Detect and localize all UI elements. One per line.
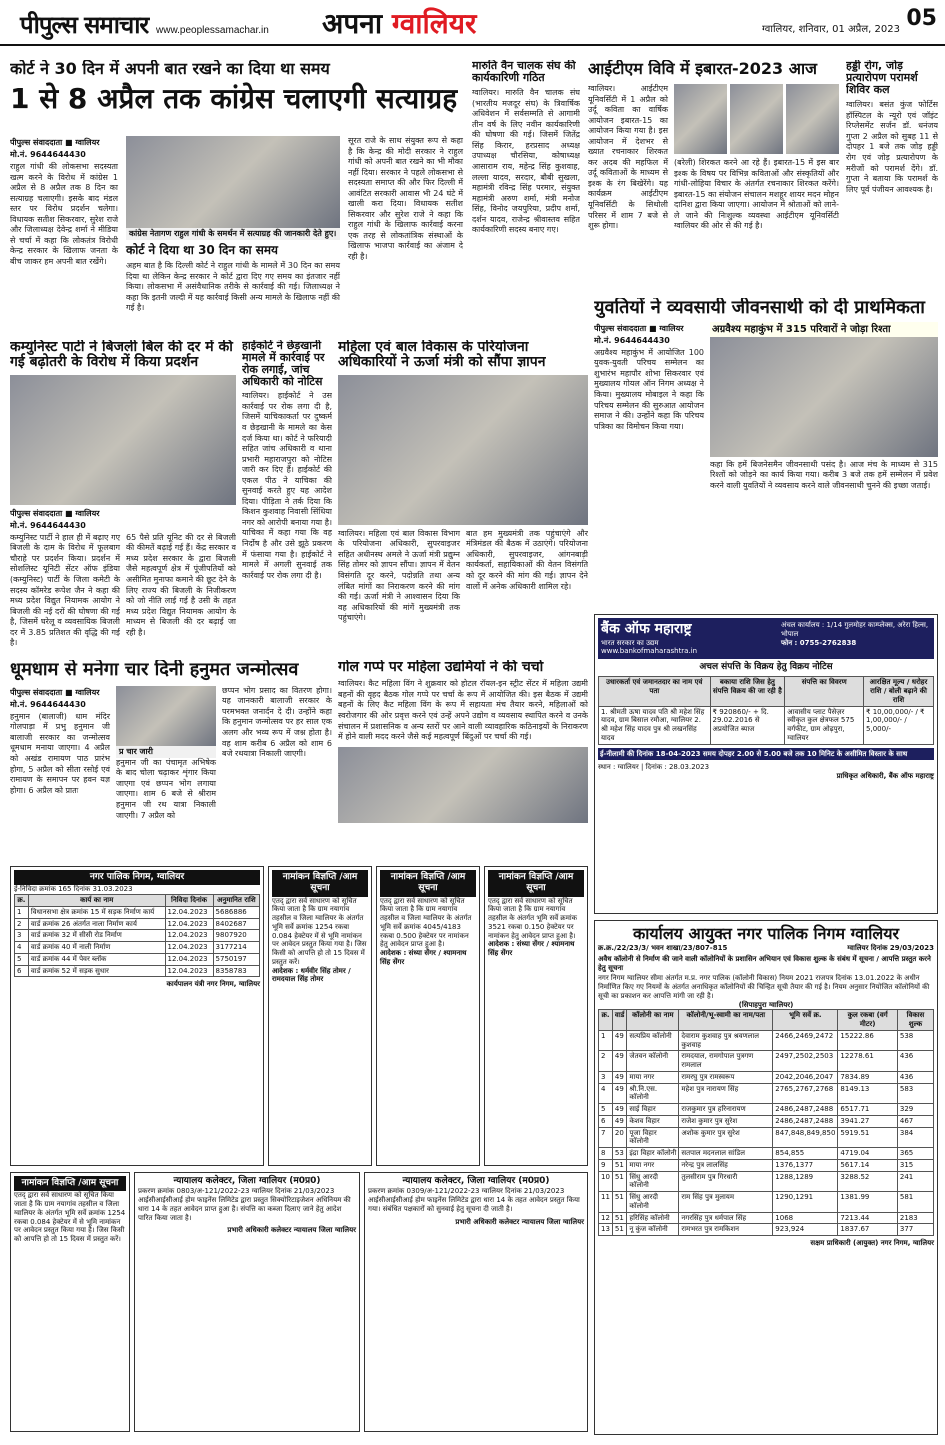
table-cell: 2 (15, 918, 29, 930)
table-cell: 538 (897, 1030, 933, 1051)
kicker: कोर्ट ने 30 दिन में अपनी बात रखने का दिया था समय (10, 60, 330, 78)
table-cell: 12.04.2023 (165, 918, 213, 930)
table-cell: 12.04.2023 (165, 965, 213, 977)
women-story (338, 340, 588, 650)
hc-story (242, 340, 332, 650)
bank-sub: भारत सरकार का उद्यम (601, 638, 659, 647)
headline: गोल गप्पे पर महिला उद्यमियों ने की चर्चा (338, 660, 544, 675)
subbody: अहम बात है कि दिल्ली कोर्ट ने राहुल गांधी के मामले में 30 दिन का समय दिया था लेकिन केन्द्र सरकार ने कोर्ट द्वारा दिए गए समय का इंतजार नहीं किया। लोकसभा में असंवैधानिक तरीके से कार्रवाई की गई। जिलाध्यक्ष ने कहा कि इतनी जल्दी में यह कार्रवाई किसी अन्य मामले के खिलाफ नहीं की गई है। (126, 261, 340, 313)
col-header: निविदा दिनांक (165, 895, 213, 907)
masthead (0, 0, 945, 46)
table-cell: 3941.27 (838, 1115, 897, 1127)
table-row (599, 1115, 934, 1127)
col-header: क्र. (599, 1010, 613, 1031)
table-cell: रामरघु पुत्र रामस्वरूप (679, 1071, 773, 1083)
notice-sub: (सिपाहपुरा ग्वालियर) (738, 1000, 794, 1009)
tender-notice-2 (376, 866, 480, 1166)
table-cell: 6517.71 (838, 1104, 897, 1116)
byline: पीपुल्स संवाददाता ■ ग्वालियर (10, 508, 100, 518)
body: ग्वालियर। आईटीएम यूनिवर्सिटी में 1 अप्रैल को उर्दू कविता का वार्षिक आयोजन इबारत-15 का आयोजन किया गया है। इस आयोजन में देशभर से ख्यात रचनाकार शिरकत कर अदब की महफिल में उर्दू कविताओं के माध्यम से इश्क के रंग बिखेरेंगे। यह कार्यक्रम आईटीएम यूनिवर्सिटी के सिथोली परिसर में शाम 7 बजे से शुरू होगा। (588, 84, 668, 231)
notice-ref: क्र.क्र./22/23/3/ भवन शाखा/23/807-815 (598, 944, 728, 952)
officer: प्राधिकृत अधिकारी, बैंक ऑफ महाराष्ट्र (836, 772, 934, 780)
table-row (599, 1212, 934, 1224)
col-header: विकास शुल्क (897, 1010, 933, 1031)
temple-photo (116, 686, 216, 746)
body: कम्युनिस्ट पार्टी ने हाल ही में बढ़ाए गए बिजली के दाम के विरोध में फूलबाग चौराहे पर प्रदर्शन किया। प्रदर्शन में सोशलिस्ट यूनिटी सेंटर ऑफ इंडिया (कम्युनिस्ट) पार्टी के जिला कमेटी के सदस्य कॉमरेड रूपेश जैन ने कहा की मध्य प्रदेश विद्युत नियामक आयोग ने बिजली की नई दरों की घोषणा की गई है, जिसमें घरेलू व व्यवसायिक बिजली दर में 3.85 प्रतिशत की वृद्धि की गई है। (10, 532, 120, 648)
notice-sign: प्रभारी अधिकारी कलेक्टर न्यायालय जिला ग्वालियर (455, 1217, 584, 1226)
tender-title: नगर पालिक निगम, ग्वालियर (14, 870, 260, 885)
table-cell: 2486,2487,2488 (773, 1115, 838, 1127)
phone: मो.नं. 9644644430 (10, 520, 86, 530)
col-header: अनुमानित राशि (213, 895, 259, 907)
table-cell: इंद्रा विहार कॉलोनी (627, 1148, 679, 1160)
place-date: स्थान : ग्वालियर | दिनांक : 28.03.2023 (598, 763, 710, 772)
table-cell: 53 (612, 1148, 626, 1160)
borrower-cell: 1. श्रीमती ऊषा यादव पति श्री महेश सिंह यादव, ग्राम बिसाल रमौआ, ग्वालियर 2. श्री महेश सिंह यादव पुत्र श्री लखनसिंह यादव (599, 706, 711, 744)
body: हनुमान (बालाजी) धाम मंदिर गोलपाड़ा में प्रभु हनुमान जी बालाजी सरकार का जन्मोत्सव धूमधाम मनाया जाएगा। 4 अप्रैल को अखंड रामायण पाठ प्रारंभ होगा, 5 अप्रैल को सीता रसोई एवं रामायण के समापन पर हवन यज्ञ होगा। 6 अप्रैल को प्रातः (10, 711, 110, 795)
meeting-photo (338, 747, 588, 823)
table-cell: महेश पुत्र नारायण सिंह (679, 1083, 773, 1104)
table-cell: 49 (612, 1030, 626, 1051)
table-cell: 436 (897, 1051, 933, 1072)
col-header: बकाया राशि जिस हेतु संपत्ति विक्रय की जा रही है (710, 677, 785, 706)
col-header: उधारकर्ता एवं जमानतदार का नाम एवं पता (599, 677, 711, 706)
subhead: कोर्ट ने दिया था 30 दिन का समय (126, 243, 279, 257)
col-header: संपत्ति का विवरण (785, 677, 864, 706)
table-cell: नरेन्द्र पुत्र लालसिंह (679, 1159, 773, 1171)
table-cell: 581 (897, 1192, 933, 1213)
tender-notice-3 (484, 866, 588, 1166)
body-col2: (बरेली) शिरकत करने आ रहे हैं। इबारत-15 में इस बार इश्क के विषय पर विभिन्न कविताओं और संस्कृतियों और गांधी-लोहिया विचार के अंतर्गत रचनाकार शिरकत करेंगे। इबारत-15 का संयोजन संचालन मशहूर शायर मदन मोहन दानिश द्वारा किया जाएगा। आयोजन में श्रोताओं को लाने-ले जाने की निःशुल्क व्यवस्था आईटीएम यूनिवर्सिटी ग्वालियर की ओर से की गई है। (674, 158, 839, 231)
tender-title: नामांकन विज्ञप्ति /आम सूचना (380, 870, 476, 897)
table-cell: 1837.67 (838, 1224, 897, 1236)
phone: मो.नं. 9644644430 (594, 335, 670, 345)
table-cell: श्री.नि.एस. कॉलोनी (627, 1083, 679, 1104)
notice-body: प्रकरण क्रमांक 0803/अ-121/2022-23 ग्वालियर दिनांक 21/03/2023 आईसीआईसीआई होम फाइनेंस लिमिटेड द्वारा प्रस्तुत सिक्योरिटाइजेशन अधिनियम की धारा 14 के तहत आवेदन प्राप्त हुआ है। संपत्ति का कब्जा दिलाए जाने हेतु आदेश पारित किया जाता है। (138, 1187, 351, 1222)
bank-phone: फोन : 0755-2762838 (781, 638, 857, 647)
event-photo (710, 337, 938, 457)
table-cell: 2497,2502,2503 (773, 1051, 838, 1072)
table-cell: माया नगर (627, 1159, 679, 1171)
bank-header (598, 618, 934, 659)
body: ग्वालियर। मारुति वैन चालक संघ (भारतीय मजदूर संघ) के त्रिवार्षिक अधिवेशन में सर्वसम्मति से आगामी तीन वर्ष के लिए नवीन कार्यकारिणी की घोषणा की गई। जिसमें जितेंद्र सिंह किरार, हरप्रसाद अध्यक्ष उपाध्यक्ष चौरसिया, कोषाध्यक्ष आसाराम राय, महेन्द्र सिंह कुशवाह, लल्ला यादव, सरदार, बौबी सुखला, महामंत्री रविन्द्र सिंह परमार, संयुक्त महामंत्री अरुण शर्मा, मंत्री मनोज सिंह, विनोद जयपुरिया, प्रदीप शर्मा, दर्शन यादव, राजेन्द्र श्रीवास्तव सहित कार्यकारिणी सदस्य बनाए गए। (472, 88, 580, 235)
auction-date: ई-नीलामी की दिनांक 18-04-2023 समय दोपहर 2.00 से 5.00 बजे तक 10 मिनिट के असीमित विस्तार के साथ (598, 748, 934, 761)
table-cell: राजेश कुमार पुत्र सुरेश (679, 1115, 773, 1127)
notice-body: प्रकरण क्रमांक 0309/अ-121/2022-23 ग्वालियर दिनांक 21/03/2023 आईसीआईसीआई होम फाइनेंस लिमिटेड द्वारा धारा 14 के तहत आवेदन प्रस्तुत किया गया। संबंधित पक्षकारों को सुनवाई हेतु सूचना दी जाती है। (368, 1187, 580, 1213)
notice-intro: अवैध कॉलोनी से निर्माण की जाने वाली कॉलोनियों के प्रशासिन अभियान एवं विकास शुल्क के संबंध में सूचना / आपत्ति प्रस्तुत करने हेतु सूचना (598, 954, 931, 972)
table-row (15, 918, 260, 930)
table-cell: 11 (599, 1192, 613, 1213)
table-cell: 51 (612, 1192, 626, 1213)
headline: कम्युनिस्ट पार्टी ने बिजली बिल की दर में की गई बढ़ोतरी के विरोध में किया प्रदर्शन (10, 340, 233, 371)
table-cell: 7834.89 (838, 1071, 897, 1083)
banner-black: अपना (322, 7, 383, 40)
matrimony-story (594, 298, 938, 608)
tender-title: नामांकन विज्ञप्ति /आम सूचना (14, 1176, 126, 1191)
table-row (599, 1071, 934, 1083)
table-cell: 5919.51 (838, 1127, 897, 1148)
table-cell: 51 (612, 1171, 626, 1192)
page-number: 05 (906, 6, 937, 31)
table-row (599, 1148, 934, 1160)
table-cell: 12.04.2023 (165, 906, 213, 918)
body-col3: छप्पन भोग प्रसाद का वितरण होगा। यह जानकारी बालाजी सरकार के परमभक्त जनार्दन दे दी। उन्होंने कहा कि हनुमान जन्मोत्सव पर हर साल एक अलग और भव्य रूप में जश्न होता है। वह शाम करीब 6 अप्रैल को शाम 6 बजे रथयात्रा निकाली जाएगी। (222, 685, 332, 759)
col-header: कार्य का नाम (28, 895, 165, 907)
table-row (599, 1083, 934, 1104)
table-cell: रामभरत पुत्र रामकिशन (679, 1224, 773, 1236)
col-header: कुल रकबा (वर्ग मीटर) (838, 1010, 897, 1031)
table-cell: 49 (612, 1104, 626, 1116)
table-cell: जेतवन कॉलोनी (627, 1051, 679, 1072)
table-cell: 51 (612, 1212, 626, 1224)
bank-name: बैंक ऑफ महाराष्ट्र (601, 621, 692, 637)
iitm-story (588, 60, 840, 290)
newspaper-logo[interactable]: पीपुल्स समाचार (20, 11, 149, 39)
col-header: भूमि सर्वे क्र. (773, 1010, 838, 1031)
table-cell: पूजा विहार कॉलोनी (627, 1127, 679, 1148)
table-cell: 12.04.2023 (165, 953, 213, 965)
bank-table (598, 676, 934, 744)
table-cell: 2466,2469,2472 (773, 1030, 838, 1051)
headline: हाईकोर्ट ने छेड़खानी मामले में कार्रवाई पर रोक लगाई, जांच अधिकारी को नोटिस (242, 340, 325, 389)
table-cell: 1290,1291 (773, 1192, 838, 1213)
bank-office: अंचल कार्यालय : 1/14 गुलमोहर काम्प्लेक्स, अरेरा हिल्स, भोपाल (781, 621, 929, 638)
website-url[interactable]: www.peoplessamachar.in (156, 25, 269, 36)
table-row (599, 1192, 934, 1213)
table-cell: 9807920 (213, 930, 259, 942)
notice-title: अचल संपत्ति के विक्रय हेतु विक्रय नोटिस (699, 662, 833, 672)
table-cell: 5686886 (213, 906, 259, 918)
colony-table (598, 1009, 934, 1236)
poet-photo (730, 84, 783, 154)
hanuman-story (10, 660, 332, 860)
table-cell: राजकुमार पुत्र हरिनारायण (679, 1104, 773, 1116)
table-cell: सिंधु आरदी कॉलोनी (627, 1192, 679, 1213)
table-row (599, 1030, 934, 1051)
headline: धूमधाम से मनेगा चार दिनी हनुमत जन्मोत्सव (10, 660, 299, 680)
body-col2: बात हम मुख्यमंत्री तक पहुंचाएंगे और मंत्रिमंडल की बैठक में उठाएंगे। परियोजना अधिकारी, सुपरवाइजर, आंगनबाड़ी कार्यकर्ता, सहायिकाओं की वेतन विसंगति को दूर करने की मांग की गई। ज्ञापन देने वालों में अनेक अधिकारी शामिल रहे। (466, 528, 588, 591)
table-cell: 4 (15, 942, 29, 954)
table-cell: वार्ड क्रमांक 52 में सड़क सुधार (28, 965, 165, 977)
table-row (599, 1051, 934, 1072)
headline: 1 से 8 अप्रैल तक कांग्रेस चलाएगी सत्याग्रह (10, 81, 458, 115)
tender-title: नामांकन विज्ञप्ति /आम सूचना (488, 870, 584, 897)
body-col3: सूरत राजे के साथ संयुक्त रूप से कहा है कि केन्द्र की मोदी सरकार ने राहुल गांधी को अपनी बात रखने का भी मौका नहीं दिया। सरकार ने पहले लोकसभा से सदस्यता समाप्त की और फिर दिल्ली में आवंटित सरकारी आवास भी 24 घंटे में खाली करा दिया। विधायक सतीश सिकरवार और सुरेश राजे ने कहा कि राहुल गांधी के खिलाफ कार्रवाई करना एक तरह से लोकतांत्रिक संस्थाओं के खिलाफ भाजपा कार्रवाई का अंजाम दे रही है। (348, 136, 463, 262)
tender-body: एतद् द्वारा सर्व साधारण को सूचित किया जाता है कि ग्राम नयागांव तहसील व जिला ग्वालियर के अंतर्गत भूमि सर्वे क्रमांक 1254 रकबा 0.084 हेक्टेयर में से भूमि नामांकन पर आवेदन प्रस्तुत किया गया है। जिस किसी को आपत्ति हो तो 15 दिवस में प्रस्तुत करें। (272, 896, 367, 966)
poet-photos (674, 84, 839, 154)
notice-title: कार्यालय आयुक्त नगर पालिक निगम ग्वालियर (632, 924, 900, 943)
body: ग्वालियर। बसंत कुंज फोर्टिस हॉस्पिटल के न्यूरो एवं जॉइंट रिप्लेसमेंट सर्जन डॉ. धनंजय गुप्ता 2 अप्रैल को सुबह 11 से दोपहर 1 बजे तक जोड़ हड्डी रोग एवं जोड़ प्रत्यारोपण के मरीजों को परामर्श देंगे। डॉ. गुप्ता ने बताया कि परामर्श के लिए पूर्व पंजीयन आवश्यक है। (846, 100, 938, 194)
notice-title: न्यायालय कलेक्टर, जिला ग्वालियर (म0प्र0) (402, 1176, 550, 1186)
tender-ref: ई-निविदा क्रमांक 165 दिनांक 31.03.2023 (14, 885, 133, 894)
table-cell: 5750197 (213, 953, 259, 965)
table-cell: 1 (15, 906, 29, 918)
col-header: वार्ड (612, 1010, 626, 1031)
table-cell: 49 (612, 1071, 626, 1083)
tender-sign: आदेशक : धर्मवीर सिंह तोमर / रामदयाल सिंह तोमर (272, 966, 351, 984)
table-cell: 20 (612, 1127, 626, 1148)
table-cell: 12.04.2023 (165, 942, 213, 954)
headline: हड्डी रोग, जोड़ प्रत्यारोपण परामर्श शिविर कल (846, 60, 918, 97)
table-cell: सत्यप्रिय कॉलोनी (627, 1030, 679, 1051)
table-cell: तुलसीराम पुत्र गिरधारी (679, 1171, 773, 1192)
tender-body: एतद् द्वारा सर्व साधारण को सूचित किया जाता है कि ग्राम नयागांव तहसील के अंतर्गत भूमि सर्वे क्रमांक 3521 रकबा 0.150 हेक्टेयर पर नामांकन हेतु आवेदन प्राप्त हुआ है। (488, 896, 578, 940)
col-header: आरक्षित मूल्य / धरोहर राशि / बोली बढ़ाने की राशि (864, 677, 934, 706)
poet-photo (674, 84, 727, 154)
table-cell: 2765,2767,2768 (773, 1083, 838, 1104)
table-cell: साई विहार (627, 1104, 679, 1116)
table-cell: वार्ड क्रमांक 26 अंतर्गत नाला निर्माण कार्य (28, 918, 165, 930)
dateline: ग्वालियर, शनिवार, 01 अप्रैल, 2023 (762, 24, 900, 35)
tender-table (14, 894, 260, 977)
table-row (599, 1159, 934, 1171)
table-cell: 12278.61 (838, 1051, 897, 1072)
table-cell: वार्ड क्रमांक 32 में सीसी रोड निर्माण (28, 930, 165, 942)
headline: आईटीएम विवि में इबारत-2023 आज (588, 60, 817, 78)
col-header: कॉलोनी का नाम (627, 1010, 679, 1031)
table-cell: रामदयाल, रामगोपाल पुत्रगण रामलाल (679, 1051, 773, 1072)
table-cell: 436 (897, 1071, 933, 1083)
table-cell: 3 (599, 1071, 613, 1083)
golgappe-story (338, 660, 588, 860)
table-cell: 2183 (897, 1212, 933, 1224)
table-cell: 12.04.2023 (165, 930, 213, 942)
table-row (599, 1104, 934, 1116)
table-cell: अशोक कुमार पुत्र सुरेश (679, 1127, 773, 1148)
table-cell: 1376,1377 (773, 1159, 838, 1171)
table-cell: 8402687 (213, 918, 259, 930)
tender-sign: आदेशक : संध्या सेंगर / श्यामनाथ सिंह सेंगर (380, 949, 467, 966)
body-col2: कहा कि हमें बिजनेसमैन जीवनसाथी पसंद है। आज मंच के माध्यम से 315 रिश्तों को जोड़ने का कार्य किया गया। करीब 3 बजे तक हमें सम्मेलन में प्रवेश करने वाली युवतियों ने व्यवसाय करने वाले जीवनसाथी चुनने की इच्छा जताई। (710, 459, 938, 490)
dues-cell: ₹ 920860/- + दि. 29.02.2016 से अप्रयोजित ब्याज (710, 706, 785, 744)
table-cell: देवाराम कुशवाह पुत्र श्रवणलाल कुशवाह (679, 1030, 773, 1051)
table-cell: 13 (599, 1224, 613, 1236)
nnigam-notice (594, 920, 938, 1435)
table-cell: 8358783 (213, 965, 259, 977)
table-cell: 7213.44 (838, 1212, 897, 1224)
protest-photo (10, 375, 236, 505)
collector-notice-1 (134, 1172, 360, 1432)
table-row (15, 965, 260, 977)
table-row (599, 1127, 934, 1148)
body-col2: 65 पैसे प्रति यूनिट की दर से बिजली की कीमतें बढ़ाई गई हैं। केंद्र सरकार व मध्य प्रदेश सरकार के द्वारा बिजली जैसे महत्वपूर्ण क्षेत्र में पूंजीपतियों को असीमित मुनाफा कमाने की छूट देने के लिए राज्य की बिजली के निजीकरण को जो नीति लाई गई है उसी के तहत मध्य प्रदेश विद्युत नियामक आयोग के माध्यम से बिजली की दर बढ़ाई जा रही है। (126, 532, 236, 637)
byline: पीपुल्स संवाददाता ■ ग्वालियर (594, 323, 684, 333)
photo-title: अग्रवैश्य महाकुंभ में 315 परिवारों ने जोड़ा रिश्ता (710, 322, 938, 337)
table-cell: 12 (599, 1212, 613, 1224)
table-cell: 15222.86 (838, 1030, 897, 1051)
table-cell: 49 (612, 1115, 626, 1127)
phone: मो.नं. 9644644430 (10, 150, 86, 159)
collector-notice-2 (364, 1172, 588, 1432)
table-cell: 1381.99 (838, 1192, 897, 1213)
phone: मो.नं. 9644644430 (10, 699, 86, 709)
body: राहुल गांधी की लोकसभा सदस्यता खत्म करने के विरोध में कांग्रेस 1 अप्रैल से 8 अप्रैल तक 8 दिन का सत्याग्रह चलाएगी। इसके बाद मंडल स्तर पर विरोध प्रदर्शन चलेगा। विधायक सतीश सिकरवार, सुरेश राजे और जिलाध्यक्ष देवेन्द्र शर्मा ने मीडिया से चर्चा में कहा कि लोकतंत्र विरोधी केन्द्र सरकार के खिलाफ जनता के बीच जाकर हम अपनी बात रखेंगे। (10, 162, 118, 266)
table-cell: 2486,2487,2488 (773, 1104, 838, 1116)
table-cell: 3288.52 (838, 1171, 897, 1192)
table-cell: माया नगर (627, 1071, 679, 1083)
body: अग्रवैश्य महाकुंभ में आयोजित 100 युवक-युवती परिचय सम्मेलन का शुभारंभ महापौर शोभा सिकरवार एवं मुख्यालय गोयल ऑन निगम अध्यक्ष ने किया। मुख्यालय मोबाइल ने कहा कि परिचय सम्मेलन की सुरुआत आयोजन समाज ने की। उन्होंने कहा कि परिचय पत्रिका का विमोचन किया गया। (594, 347, 704, 431)
table-cell: वार्ड क्रमांक 44 में पेवर ब्लॉक (28, 953, 165, 965)
col-header: कॉलोनी/भू-स्वामी का नाम/पता (679, 1010, 773, 1031)
table-cell: 9 (599, 1159, 613, 1171)
poet-photo (786, 84, 839, 154)
table-cell: 10 (599, 1171, 613, 1192)
camp-story (846, 60, 938, 290)
table-cell: विधानसभा क्षेत्र क्रमांक 15 में सड़क निर्माण कार्य (28, 906, 165, 918)
table-cell: सिंधु आरदी कॉलोनी (627, 1171, 679, 1192)
table-cell: 1068 (773, 1212, 838, 1224)
notice-sign: सक्षम प्राधिकारी (आयुक्त) नगर निगम, ग्वालियर (810, 1239, 934, 1247)
notice-body: नगर निगम ग्वालियर सीमा अंतर्गत म.प्र. नगर पालिक (कॉलोनी विकास) नियम 2021 राजपत्र दिनांक 13.01.2022 के अधीन निर्माणित किए गए नियमों के अंतर्गत अनाधिकृत कॉलोनियों की चिन्हित सूची तैयार की गई है। नियम अनुसार नियोजित कॉलोनियों की सूची का प्रकाशन कर आपत्ति मांगी जा रही है। (598, 974, 930, 1000)
table-cell: 384 (897, 1127, 933, 1148)
table-cell: 583 (897, 1083, 933, 1104)
congress-story (10, 60, 465, 330)
tender-title: नामांकन विज्ञप्ति /आम सूचना (272, 870, 368, 897)
table-row (15, 930, 260, 942)
table-cell: 467 (897, 1115, 933, 1127)
headline: महिला एवं बाल विकास के परियोजना अधिकारियों ने ऊर्जा मंत्री को सौंपा ज्ञापन (338, 340, 546, 371)
table-cell: 4719.04 (838, 1148, 897, 1160)
tender-notice-1 (268, 866, 372, 1166)
col-header: क्र. (15, 895, 29, 907)
property-cell: आवासीय प्लाट पैसेज़र स्वीकृत कुल क्षेत्रफल 575 वर्गफीट, ग्राम ओढ़पुरा, ग्वालियर (785, 706, 864, 744)
table-cell: 8 (599, 1148, 613, 1160)
memorandum-photo (338, 375, 588, 525)
tender-sign: आदेशक : संध्या सेंगर / श्यामनाथ सिंह सेंगर (488, 940, 575, 957)
table-cell: 923,924 (773, 1224, 838, 1236)
headline: मारुति वैन चालक संघ की कार्यकारिणी गठित (472, 60, 576, 85)
table-cell: 847,848,849,850 (773, 1127, 838, 1148)
table-cell: हरिसिंह कॉलोनी (627, 1212, 679, 1224)
banner-red: ग्वालियर (391, 7, 477, 40)
table-cell: 329 (897, 1104, 933, 1116)
photo-caption: प्र चार जारी (116, 746, 216, 758)
table-cell: 1 (599, 1030, 613, 1051)
table-cell: 5617.14 (838, 1159, 897, 1171)
table-cell: 365 (897, 1148, 933, 1160)
table-cell: 854,855 (773, 1148, 838, 1160)
maruti-story (472, 60, 580, 330)
headline: युवतियों ने व्यवसायी जीवनसाथी को दी प्राथमिकता (594, 298, 925, 318)
table-row (599, 1224, 934, 1236)
body: ग्वालियर। हाईकोर्ट ने उस कार्रवाई पर रोक लगा दी है, जिसमें याचिकाकर्ता पर दुष्कर्म व छेड़खानी के मामले का केस दर्ज किया था। कोर्ट ने फरियादी सहित जांच अधिकारी व थाना प्रभारी महाराजपुरा को नोटिस जारी कर दिए हैं। हाईकोर्ट की एकल पीठ ने याचिका की सुनवाई करते हुए यह आदेश दिया। पीड़िता ने तर्क दिया कि किशन कुशवाह निवासी सिंधिया नगर को आरोपी बनाया गया है। याचिका में कहा गया कि वह निर्दोष है और उसे झूठे प्रकरण में फंसाया गया है। हाईकोर्ट ने मामले में अगली सुनवाई तक कार्रवाई पर रोक लगा दी है। (242, 391, 332, 580)
bank-site[interactable]: www.bankofmaharashtra.in (601, 647, 698, 656)
notice-date: ग्वालियर दिनांक 29/03/2023 (847, 944, 934, 952)
tender-body: एतद् द्वारा सर्व साधारण को सूचित किया जाता है कि ग्राम नयागांव तहसील व जिला ग्वालियर के अंतर्गत भूमि सर्वे क्रमांक 1254 रकबा 0.084 हेक्टेयर में से भूमि नामांकन पर आवेदन प्रस्तुत किया गया है। जिस किसी को आपत्ति हो तो 15 दिवस में प्रस्तुत करें। (14, 1191, 126, 1243)
table-cell: 4 (599, 1083, 613, 1104)
table-cell: वार्ड क्रमांक 40 में नाली निर्माण (28, 942, 165, 954)
byline: पीपुल्स संवाददाता ■ ग्वालियर (10, 138, 100, 147)
table-cell: 2042,2046,2047 (773, 1071, 838, 1083)
nomination-notice (10, 1172, 130, 1432)
cpi-story (10, 340, 236, 650)
reserve-cell: ₹ 10,00,000/- / ₹ 1,00,000/- / 5,000/- (864, 706, 934, 744)
table-cell: 51 (612, 1224, 626, 1236)
table-cell: 8149.13 (838, 1083, 897, 1104)
table-cell: राम सिंह पुत्र मुलायम (679, 1192, 773, 1213)
meeting-photo (126, 136, 340, 228)
notice-title: न्यायालय कलेक्टर, जिला ग्वालियर (म0प्र0) (173, 1176, 321, 1186)
table-cell: सतपाल मदनलाल सांडिल (679, 1148, 773, 1160)
table-cell: 51 (612, 1159, 626, 1171)
table-cell: 7 (599, 1127, 613, 1148)
table-cell: 241 (897, 1171, 933, 1192)
table-cell: 5 (15, 953, 29, 965)
table-cell: 3 (15, 930, 29, 942)
table-row (15, 953, 260, 965)
table-row (15, 942, 260, 954)
table-cell: 6 (599, 1115, 613, 1127)
section-banner (322, 4, 476, 42)
table-cell: केशव विहार (627, 1115, 679, 1127)
tender-body: एतद् द्वारा सर्व साधारण को सूचित किया जाता है कि ग्राम नयागांव तहसील व जिला ग्वालियर के अंतर्गत भूमि सर्वे क्रमांक 4045/4183 रकबा 0.500 हेक्टेयर पर नामांकन हेतु आवेदन प्राप्त हुआ है। (380, 896, 472, 949)
table-cell: 1288,1289 (773, 1171, 838, 1192)
table-cell: 2 (599, 1051, 613, 1072)
table-cell: 377 (897, 1224, 933, 1236)
table-cell: 3177214 (213, 942, 259, 954)
table-cell: 5 (599, 1104, 613, 1116)
body: ग्वालियर। महिला एवं बाल विकास विभाग के परियोजना अधिकारी, सुपरवाइजर सहित अधीनस्थ अमले ने ऊर्जा मंत्री प्रद्युम्न सिंह तोमर को ज्ञापन सौंपा। ज्ञापन में वेतन विसंगति दूर करने, पदोन्नति तथा अन्य लंबित मांगों का निराकरण करने की मांग की गई। ऊर्जा मंत्री ने आश्वासन दिया कि वह अधिकारियों की मांगें मुख्यमंत्री तक पहुंचाएंगे। (338, 528, 460, 623)
photo-caption: कांग्रेस नेतागण राहुल गांधी के समर्थन में सत्याग्रह की जानकारी देते हुए। (126, 228, 340, 240)
notice-sign: प्रभारी अधिकारी कलेक्टर न्यायालय जिला ग्वालियर (227, 1226, 356, 1235)
table-row (15, 906, 260, 918)
table-cell: 315 (897, 1159, 933, 1171)
tender-sign: कार्यपालन यंत्री नगर निगम, ग्वालियर (166, 980, 260, 989)
table-cell: 49 (612, 1051, 626, 1072)
table-cell: 6 (15, 965, 29, 977)
body: ग्वालियर। कैट महिला विंग ने शुक्रवार को होटल रॉयल-इन स्ट्रीट सेंटर में महिला उद्यमी बहनों की वृहद बैठक गोल गप्पे पर चर्चा के रूप में आयोजित की। इस बैठक में उद्यमी बहनों के लिए कैट महिला विंग के रूप में सहायता मंच तैयार करने, महिलाओं को स्वरोजगार की ओर प्रवृत्त करने एवं उन्हें अपने उद्योग व व्यवसाय स्थापित करने व उनके संचालन में प्रशासनिक व अन्य स्तरों पर आने वाली व्यावहारिक कठिनाइयों के निराकरण में होने वाली मदद करने जैसे कई महत्वपूर्ण बिंदुओं पर चर्चा की गई। (338, 679, 588, 742)
table-cell: 49 (612, 1083, 626, 1104)
nagar-tender (10, 866, 264, 1166)
bank-notice (594, 614, 938, 914)
byline: पीपुल्स संवाददाता ■ ग्वालियर (10, 687, 100, 697)
table-cell: नू कुंज कॉलोनी (627, 1224, 679, 1236)
table-row (599, 1171, 934, 1192)
table-cell: नगरसिंह पुत्र धर्मपाल सिंह (679, 1212, 773, 1224)
body-col2: हनुमान जी का पंचामृत अभिषेक के बाद चोला चढ़ाकर शृंगार किया जाएगा एवं छप्पन भोग लगाया जाएगा। शाम 6 बजे से श्रीराम हनुमान जी रथ यात्रा निकाली जाएगी। 7 अप्रैल को (116, 757, 216, 820)
